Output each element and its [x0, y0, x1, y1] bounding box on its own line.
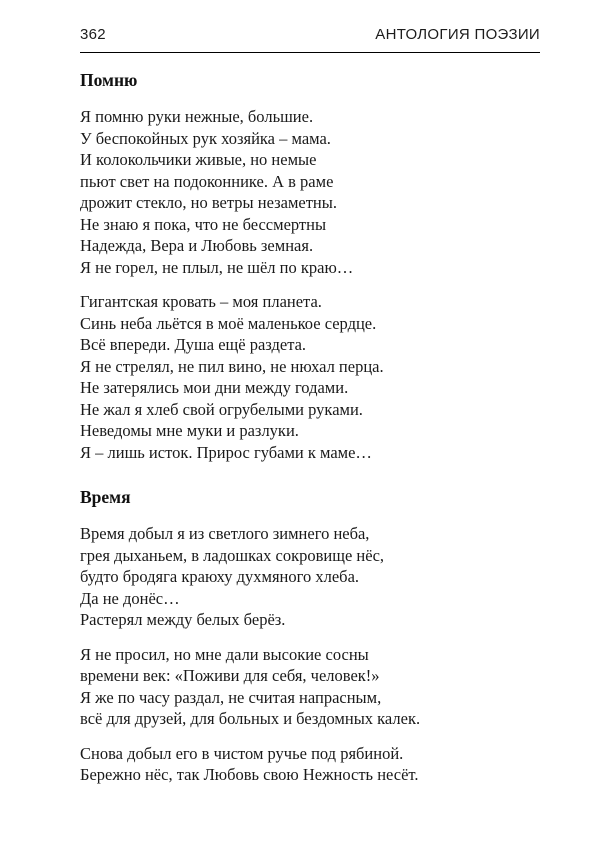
poem-line: будто бродяга краюху духмяного хлеба.	[80, 567, 360, 586]
poems-container	[80, 70, 540, 786]
poem-line: Синь неба льётся в моё маленькое сердце.	[80, 313, 377, 333]
poem-line: Я не просил, но мне дали высокие сосны	[80, 644, 369, 664]
poem-line: Надежда, Вера и Любовь земная.	[80, 236, 314, 255]
stanza	[80, 106, 540, 278]
poem-line: Я не горел, не плыл, не шёл по краю…	[80, 257, 354, 277]
poem-line: Неведомы мне муки и разлуки.	[80, 421, 299, 440]
poem-line: Не жал я хлеб свой огрубелыми руками.	[80, 399, 363, 419]
poem-line: Я не стрелял, не пил вино, не нюхал перца.	[80, 356, 384, 376]
poem-title: Помню	[80, 70, 138, 90]
page-header	[80, 26, 540, 43]
poem-line: Да не донёс…	[80, 588, 180, 608]
running-head: АНТОЛОГИЯ ПОЭЗИИ	[375, 26, 540, 43]
poem-line: дрожит стекло, но ветры незаметны.	[80, 193, 337, 212]
poem-line: Всё впереди. Душа ещё раздета.	[80, 335, 307, 354]
poem-line: Не затерялись мои дни между годами.	[80, 378, 349, 397]
poem-line: времени век: «Поживи для себя, человек!»	[80, 666, 380, 685]
stanza	[80, 291, 540, 463]
stanza	[80, 644, 540, 730]
poem-line: Я – лишь исток. Прирос губами к маме…	[80, 442, 372, 462]
poem-line: пьют свет на подоконнике. А в раме	[80, 171, 334, 191]
poem-line: Я помню руки нежные, большие.	[80, 107, 314, 126]
poem-line: У беспокойных рук хозяйка – мама.	[80, 128, 331, 148]
poem-line: И колокольчики живые, но немые	[80, 150, 317, 169]
stanza	[80, 523, 540, 631]
poem-line: Бережно нёс, так Любовь свою Нежность несёт.	[80, 765, 419, 784]
poem-line: Снова добыл его в чистом ручье под рябиной.	[80, 743, 404, 763]
poem-line: грея дыханьем, в ладошках сокровище нёс,	[80, 545, 385, 565]
poem-title: Время	[80, 487, 131, 507]
page-number: 362	[80, 26, 106, 43]
poem-line: Время добыл я из светлого зимнего неба,	[80, 524, 370, 543]
poem-line: Я же по часу раздал, не считая напрасным,	[80, 687, 382, 707]
header-rule	[80, 52, 540, 53]
poem-line: Не знаю я пока, что не бессмертны	[80, 214, 327, 234]
poem-line: Гигантская кровать – моя планета.	[80, 292, 322, 311]
stanza	[80, 743, 540, 786]
poem-line: Растерял между белых берёз.	[80, 610, 286, 629]
poem-line: всё для друзей, для больных и бездомных калек.	[80, 709, 421, 728]
